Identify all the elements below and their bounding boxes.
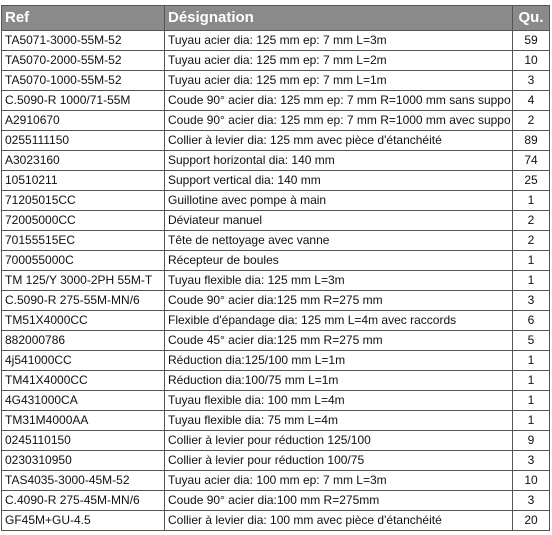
table-row (2, 471, 550, 491)
cell-designation: Coude 90° acier dia: 125 mm ep: 7 mm R=1000 mm avec suppo (165, 111, 513, 131)
cell-ref: 70155515EC (2, 231, 165, 251)
table-row (2, 311, 550, 331)
cell-ref: A3023160 (2, 151, 165, 171)
cell-designation: Tuyau flexible dia: 100 mm L=4m (165, 391, 513, 411)
table-row (2, 51, 550, 71)
cell-designation: Coude 90° acier dia: 125 mm ep: 7 mm R=1000 mm sans suppo (165, 91, 513, 111)
cell-designation: Récepteur de boules (165, 251, 513, 271)
table-row (2, 271, 550, 291)
cell-quantity: 9 (513, 431, 550, 451)
table-row (2, 171, 550, 191)
table-row (2, 451, 550, 471)
cell-ref: C.5090-R 275-55M-MN/6 (2, 291, 165, 311)
cell-quantity: 1 (513, 271, 550, 291)
cell-designation: Collier à levier pour réduction 100/75 (165, 451, 513, 471)
table-row (2, 391, 550, 411)
table-row (2, 251, 550, 271)
header-row (2, 6, 550, 31)
cell-ref: 4j541000CC (2, 351, 165, 371)
table-row (2, 371, 550, 391)
cell-ref: TA5071-3000-55M-52 (2, 31, 165, 51)
cell-quantity: 25 (513, 171, 550, 191)
table-row (2, 211, 550, 231)
cell-ref: 0245110150 (2, 431, 165, 451)
cell-designation: Coude 90° acier dia:100 mm R=275mm (165, 491, 513, 511)
cell-quantity: 1 (513, 411, 550, 431)
cell-designation: Tuyau flexible dia: 75 mm L=4m (165, 411, 513, 431)
cell-quantity: 5 (513, 331, 550, 351)
cell-ref: C.5090-R 1000/71-55M (2, 91, 165, 111)
cell-quantity: 10 (513, 51, 550, 71)
table-row (2, 31, 550, 51)
cell-ref: 0230310950 (2, 451, 165, 471)
cell-designation: Tuyau acier dia: 100 mm ep: 7 mm L=3m (165, 471, 513, 491)
cell-designation: Support horizontal dia: 140 mm (165, 151, 513, 171)
cell-designation: Guillotine avec pompe à main (165, 191, 513, 211)
table-row (2, 431, 550, 451)
cell-quantity: 89 (513, 131, 550, 151)
parts-table-container (1, 5, 549, 531)
cell-quantity: 1 (513, 351, 550, 371)
cell-quantity: 4 (513, 91, 550, 111)
cell-ref: 0255111150 (2, 131, 165, 151)
table-row (2, 191, 550, 211)
table-row (2, 491, 550, 511)
cell-quantity: 59 (513, 31, 550, 51)
cell-ref: TA5070-1000-55M-52 (2, 71, 165, 91)
cell-ref: A2910670 (2, 111, 165, 131)
cell-designation: Collier à levier pour réduction 125/100 (165, 431, 513, 451)
parts-table (1, 5, 550, 531)
header-ref: Ref (2, 6, 165, 31)
table-row (2, 511, 550, 531)
table-row (2, 71, 550, 91)
table-row (2, 351, 550, 371)
cell-ref: C.4090-R 275-45M-MN/6 (2, 491, 165, 511)
table-row (2, 111, 550, 131)
cell-ref: 4G431000CA (2, 391, 165, 411)
cell-quantity: 3 (513, 291, 550, 311)
cell-designation: Tuyau acier dia: 125 mm ep: 7 mm L=3m (165, 31, 513, 51)
cell-designation: Collier à levier dia: 125 mm avec pièce d'étanchéité (165, 131, 513, 151)
cell-quantity: 2 (513, 211, 550, 231)
cell-designation: Déviateur manuel (165, 211, 513, 231)
cell-ref: 72005000CC (2, 211, 165, 231)
cell-ref: TM51X4000CC (2, 311, 165, 331)
table-row (2, 131, 550, 151)
cell-ref: TA5070-2000-55M-52 (2, 51, 165, 71)
cell-quantity: 2 (513, 231, 550, 251)
cell-designation: Tuyau acier dia: 125 mm ep: 7 mm L=1m (165, 71, 513, 91)
cell-quantity: 3 (513, 71, 550, 91)
cell-quantity: 1 (513, 371, 550, 391)
cell-quantity: 2 (513, 111, 550, 131)
cell-designation: Réduction dia:125/100 mm L=1m (165, 351, 513, 371)
cell-ref: TM 125/Y 3000-2PH 55M-T (2, 271, 165, 291)
cell-quantity: 10 (513, 471, 550, 491)
cell-quantity: 1 (513, 251, 550, 271)
header-quantity: Qu. (513, 6, 550, 31)
header-designation: Désignation (165, 6, 513, 31)
cell-ref: 700055000C (2, 251, 165, 271)
cell-designation: Support vertical dia: 140 mm (165, 171, 513, 191)
cell-ref: TM31M4000AA (2, 411, 165, 431)
cell-quantity: 3 (513, 451, 550, 471)
cell-quantity: 1 (513, 391, 550, 411)
cell-ref: 71205015CC (2, 191, 165, 211)
cell-designation: Tête de nettoyage avec vanne (165, 231, 513, 251)
cell-quantity: 20 (513, 511, 550, 531)
table-row (2, 411, 550, 431)
table-row (2, 151, 550, 171)
cell-designation: Réduction dia:100/75 mm L=1m (165, 371, 513, 391)
cell-ref: TAS4035-3000-45M-52 (2, 471, 165, 491)
cell-designation: Tuyau flexible dia: 125 mm L=3m (165, 271, 513, 291)
table-row (2, 231, 550, 251)
cell-ref: TM41X4000CC (2, 371, 165, 391)
cell-designation: Tuyau acier dia: 125 mm ep: 7 mm L=2m (165, 51, 513, 71)
cell-quantity: 3 (513, 491, 550, 511)
cell-designation: Collier à levier dia: 100 mm avec pièce d'étanchéité (165, 511, 513, 531)
table-row (2, 291, 550, 311)
table-row (2, 91, 550, 111)
cell-designation: Flexible d'épandage dia: 125 mm L=4m avec raccords (165, 311, 513, 331)
cell-designation: Coude 90° acier dia:125 mm R=275 mm (165, 291, 513, 311)
cell-ref: GF45M+GU-4.5 (2, 511, 165, 531)
cell-designation: Coude 45° acier dia:125 mm R=275 mm (165, 331, 513, 351)
table-row (2, 331, 550, 351)
cell-quantity: 6 (513, 311, 550, 331)
cell-quantity: 74 (513, 151, 550, 171)
cell-quantity: 1 (513, 191, 550, 211)
cell-ref: 882000786 (2, 331, 165, 351)
table-body (2, 31, 550, 531)
cell-ref: 10510211 (2, 171, 165, 191)
